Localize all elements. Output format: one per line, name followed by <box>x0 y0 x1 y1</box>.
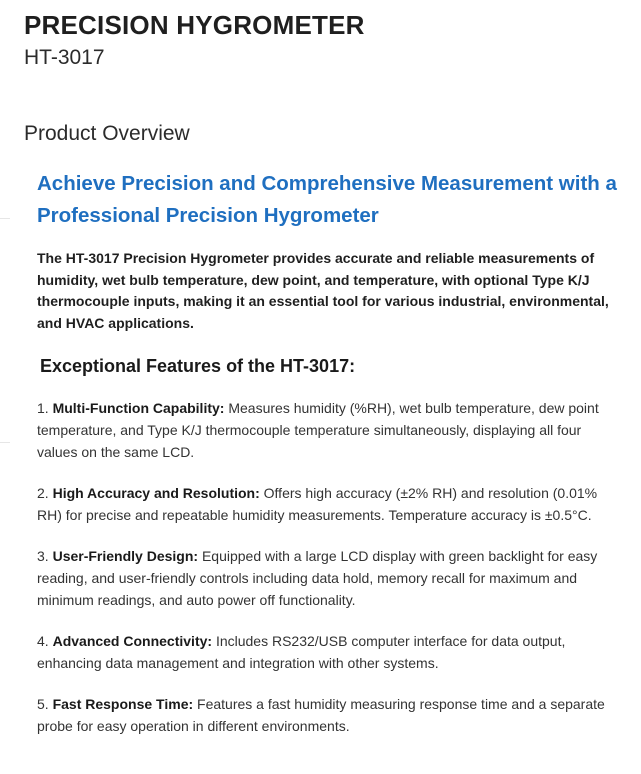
overview-headline: Achieve Precision and Comprehensive Measurement with a Professional Precision Hygrometer <box>37 172 617 227</box>
feature-title: Multi-Function Capability: <box>52 400 225 416</box>
divider <box>0 442 10 443</box>
divider <box>0 218 10 219</box>
feature-title: Fast Response Time: <box>52 696 194 712</box>
features-heading: Exceptional Features of the HT-3017: <box>40 356 356 376</box>
feature-list <box>37 397 621 737</box>
feature-text: Offers high accuracy (±2% RH) and resolution (0.01% RH) for precise and repeatable humidity measurements. Temperature accuracy is ±0.5°C. <box>37 485 598 523</box>
product-overview-heading: Product Overview <box>24 122 190 145</box>
feature-text: Includes RS232/USB computer interface for data output, enhancing data management and integration with other systems. <box>37 633 566 671</box>
feature-text: Features a fast humidity measuring response time and a separate probe for easy operation in different environments. <box>37 696 605 734</box>
feature-item <box>37 397 621 463</box>
feature-number: 5. <box>37 696 49 712</box>
feature-item <box>37 693 621 737</box>
feature-number: 4. <box>37 633 49 649</box>
feature-text: Measures humidity (%RH), wet bulb temperature, dew point temperature, and Type K/J thermocouple temperature simultaneously, displaying all four values on the same LCD. <box>37 400 599 460</box>
feature-number: 1. <box>37 400 49 416</box>
feature-text: Equipped with a large LCD display with green backlight for easy reading, and user-friendly controls including data hold, memory recall for maximum and minimum readings, and auto power off functionality. <box>37 548 598 608</box>
feature-item <box>37 630 621 674</box>
feature-item <box>37 482 621 526</box>
overview-intro: The HT-3017 Precision Hygrometer provides accurate and reliable measurements of humidity, wet bulb temperature, dew point, and temperature, with optional Type K/J thermocouple inputs, making it an essential tool for various industrial, environmental, and HVAC applications. <box>37 250 609 331</box>
product-model: HT-3017 <box>24 46 105 69</box>
feature-title: User-Friendly Design: <box>52 548 199 564</box>
product-title: PRECISION HYGROMETER <box>24 10 365 40</box>
feature-title: High Accuracy and Resolution: <box>52 485 260 501</box>
feature-number: 3. <box>37 548 49 564</box>
feature-title: Advanced Connectivity: <box>52 633 213 649</box>
feature-number: 2. <box>37 485 49 501</box>
overview-content <box>37 168 621 756</box>
feature-item <box>37 545 621 611</box>
